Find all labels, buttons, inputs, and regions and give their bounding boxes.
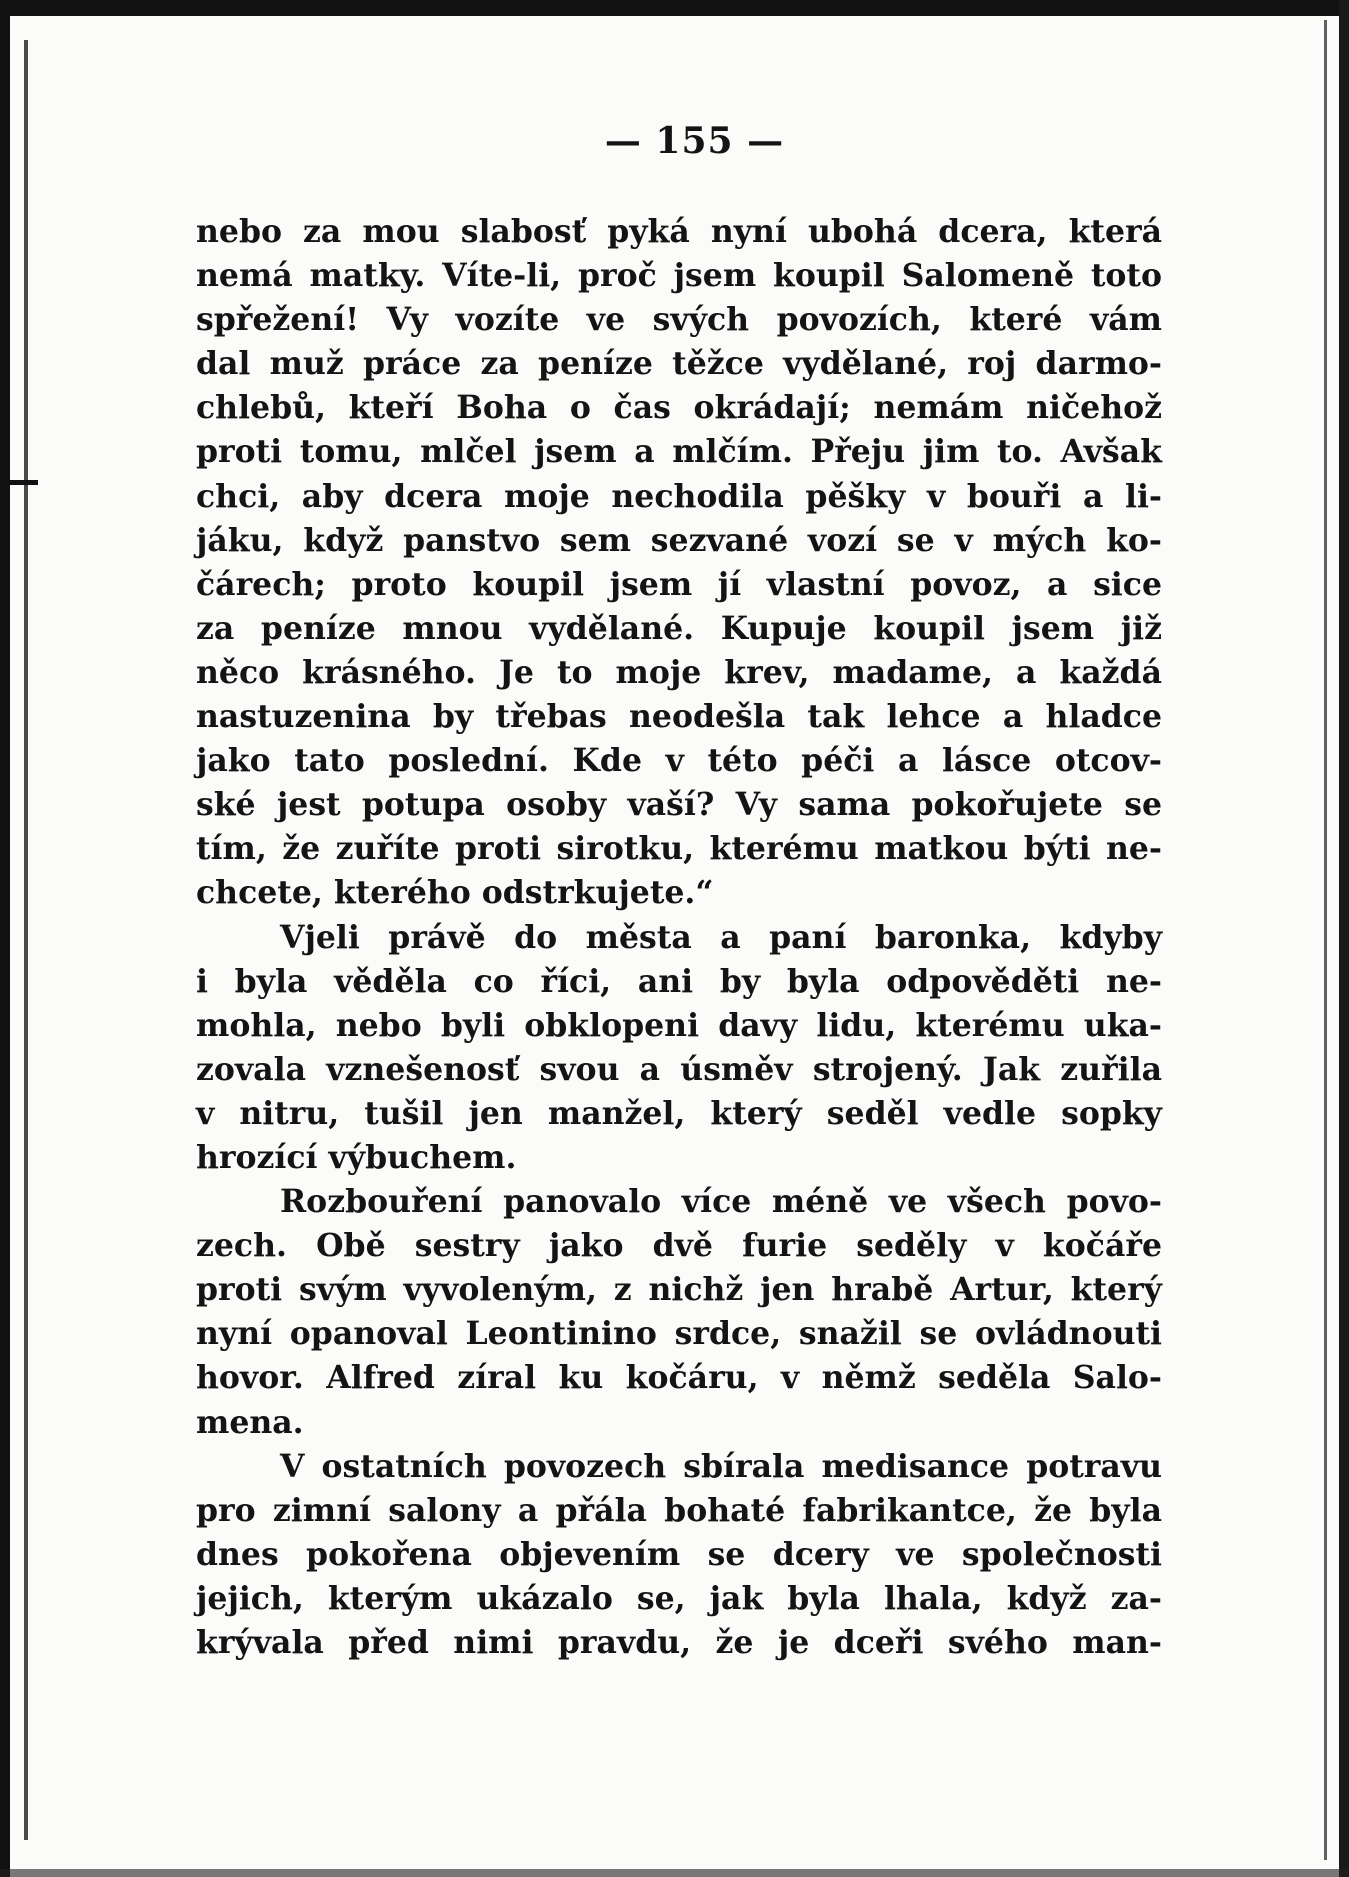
text-line: mena. xyxy=(196,1403,304,1441)
text-line: pro zimní salony a přála bohaté fabrikantce, že byla xyxy=(196,1491,1162,1529)
text-line: chcete, kterého odstrkujete.“ xyxy=(196,874,714,912)
text-line: jako tato poslední. Kde v této péči a lásce otcov- xyxy=(196,742,1162,780)
text-line: spřežení! Vy vozíte ve svých povozích, které vám xyxy=(196,301,1162,339)
text-line: V ostatních povozech sbírala medisance potravu xyxy=(280,1447,1162,1485)
page-spine-shadow xyxy=(24,40,28,1840)
text-line: nastuzenina by třebas neodešla tak lehce a hladce xyxy=(196,698,1162,736)
text-line: dal muž práce za peníze těžce vydělané, roj darmo- xyxy=(196,345,1162,383)
text-line: mohla, nebo byli obklopeni davy lidu, kterému uka- xyxy=(196,1006,1162,1044)
binding-mark xyxy=(10,480,38,485)
text-line: zovala vznešenosť svou a úsměv strojený. Jak zuřila xyxy=(196,1050,1162,1088)
scan-border-top xyxy=(0,0,1349,16)
body-text xyxy=(196,210,1162,1665)
text-line: Rozbouření panovalo více méně ve všech povo- xyxy=(280,1183,1162,1221)
text-line: krývala před nimi pravdu, že je dceři svého man- xyxy=(196,1624,1162,1661)
scan-border-left xyxy=(0,0,10,1877)
text-line: nyní opanoval Leontinino srdce, snažil se ovládnouti xyxy=(196,1315,1162,1353)
text-line: jejich, kterým ukázalo se, jak byla lhala, když za- xyxy=(196,1579,1162,1617)
page-edge-shadow xyxy=(1324,20,1327,1860)
page-number: — 155 — xyxy=(604,120,785,162)
text-line: chlebů, kteří Boha o čas okrádají; nemám ničehož xyxy=(196,389,1162,427)
text-line: v nitru, tušil jen manžel, který seděl vedle sopky xyxy=(196,1094,1162,1132)
text-line: proti tomu, mlčel jsem a mlčím. Přeju jim to. Avšak xyxy=(196,433,1162,471)
text-line: tím, že zuříte proti sirotku, kterému matkou býti ne- xyxy=(196,830,1162,868)
text-line: hovor. Alfred zíral ku kočáru, v němž seděla Salo- xyxy=(196,1359,1162,1397)
scan-border-bottom xyxy=(0,1869,1349,1877)
text-line: za peníze mnou vydělané. Kupuje koupil jsem již xyxy=(196,609,1162,647)
text-line: chci, aby dcera moje nechodila pěšky v bouři a li- xyxy=(196,477,1162,515)
text-line: proti svým vyvoleným, z nichž jen hrabě Artur, který xyxy=(196,1271,1162,1309)
text-line: jáku, když panstvo sem sezvané vozí se v mých ko- xyxy=(196,521,1162,559)
text-line: Vjeli právě do města a paní baronka, kdyby xyxy=(280,918,1162,956)
text-line: ské jest potupa osoby vaší? Vy sama pokořujete se xyxy=(196,786,1162,824)
text-line: něco krásného. Je to moje krev, madame, a každá xyxy=(196,653,1162,691)
text-line: zech. Obě sestry jako dvě furie seděly v kočáře xyxy=(196,1227,1162,1265)
text-line: hrozící výbuchem. xyxy=(196,1138,517,1176)
text-line: i byla věděla co říci, ani by byla odpověděti ne- xyxy=(196,962,1162,1000)
text-line: dnes pokořena objevením se dcery ve společnosti xyxy=(196,1535,1162,1573)
text-line: nebo za mou slabosť pyká nyní ubohá dcera, která xyxy=(196,213,1162,250)
scan-border-right xyxy=(1339,0,1349,1877)
text-line: nemá matky. Víte-li, proč jsem koupil Salomeně toto xyxy=(196,257,1162,295)
text-line: čárech; proto koupil jsem jí vlastní povoz, a sice xyxy=(196,565,1162,603)
